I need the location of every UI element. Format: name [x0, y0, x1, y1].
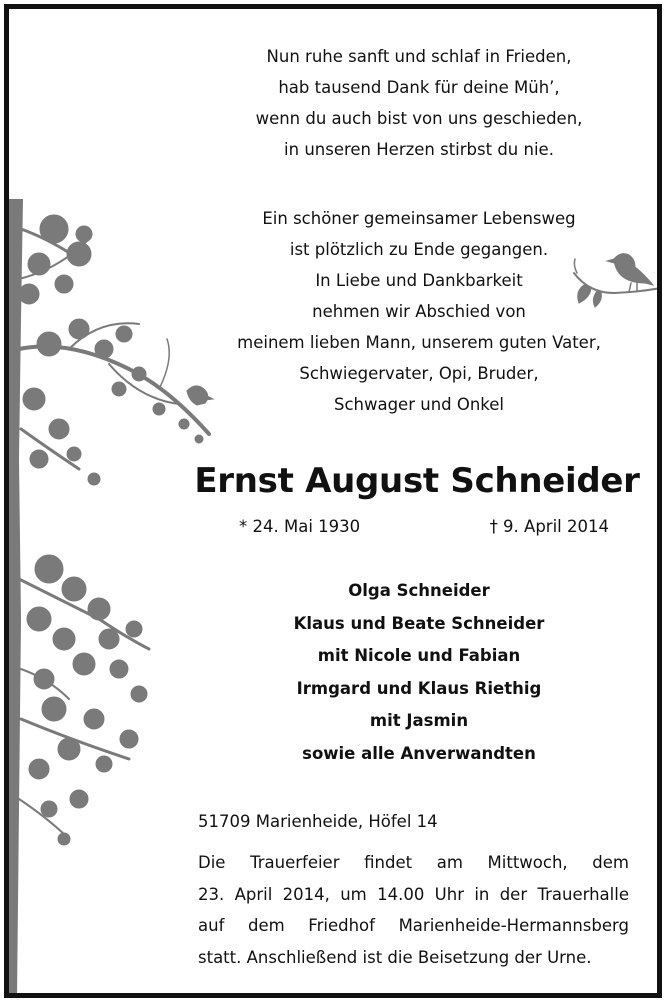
mourner-line: mit Jasmin — [369, 711, 469, 730]
mourner-line: Irmgard und Klaus Riethig — [296, 678, 542, 698]
poem-verse — [189, 41, 649, 165]
deceased-name: Ernst August Schneider — [194, 461, 640, 501]
verse-line: hab tausend Dank für deine Müh’, — [278, 78, 560, 97]
notice-line: Die Trauerfeier findet am Mittwoch, dem — [198, 853, 629, 872]
notice-line: 23. April 2014, um 14.00 Uhr in der Trauerhalle — [198, 884, 629, 904]
verse-line: wenn du auch bist von uns geschieden, — [255, 109, 583, 128]
intro-line: In Liebe und Dankbarkeit — [315, 271, 523, 290]
death-date: † 9. April 2014 — [489, 517, 609, 536]
verse-line: Nun ruhe sanft und schlaf in Frieden, — [266, 47, 572, 66]
intro-line: ist plötzlich zu Ende gegangen. — [289, 240, 549, 259]
intro-line: nehmen wir Abschied von — [312, 302, 526, 321]
notice-line: statt. Anschließend ist die Beisetzung der Urne. — [198, 947, 592, 967]
address: 51709 Marienheide, Höfel 14 — [198, 812, 438, 831]
mourner-line: mit Nicole und Fabian — [317, 646, 521, 665]
mourner-line: Olga Schneider — [348, 581, 490, 600]
farewell-intro — [189, 203, 649, 420]
intro-line: Schwager und Onkel — [333, 395, 505, 414]
notice-line: auf dem Friedhof Marienheide-Hermannsberg — [198, 916, 629, 935]
funeral-notice — [198, 847, 629, 973]
life-dates — [239, 517, 609, 543]
mourner-line: sowie alle Anverwandten — [302, 743, 536, 763]
obituary-card — [4, 4, 662, 998]
verse-line: in unseren Herzen stirbst du nie. — [284, 140, 554, 159]
mourner-line: Klaus und Beate Schneider — [293, 613, 545, 633]
intro-line: Schwiegervater, Opi, Bruder, — [299, 364, 539, 383]
intro-line: meinem lieben Mann, unserem guten Vater, — [237, 333, 601, 352]
mourners-list — [189, 575, 649, 770]
intro-line: Ein schöner gemeinsamer Lebensweg — [262, 209, 576, 228]
birth-date: * 24. Mai 1930 — [239, 517, 361, 536]
